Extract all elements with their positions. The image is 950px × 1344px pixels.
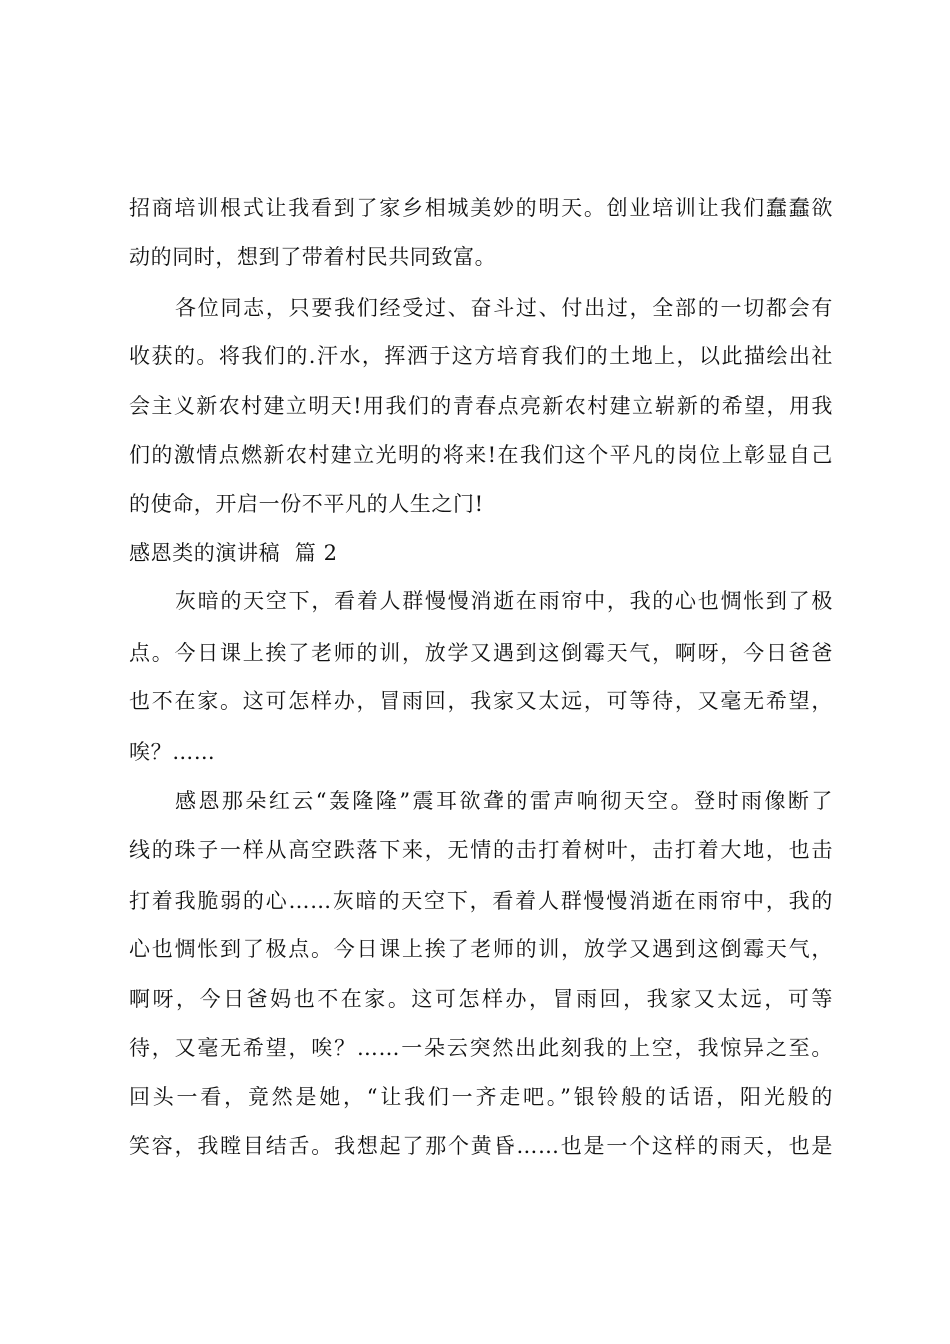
paragraph-4-line-8: 笑容，我瞠目结舌。我想起了那个黄昏……也是一个这样的雨天，也是 xyxy=(129,1134,833,1158)
paragraph-4-line-3: 打着我脆弱的心……灰暗的天空下，看着人群慢慢消逝在雨帘中，我的 xyxy=(129,889,833,913)
paragraph-4-line-5: 啊呀，今日爸妈也不在家。这可怎样办，冒雨回，我家又太远，可等 xyxy=(129,987,833,1011)
paragraph-4-line-6: 待，又毫无希望，唉？……一朵云突然出此刻我的上空，我惊异之至。 xyxy=(129,1036,833,1060)
paragraph-2-line-4: 们的激情点燃新农村建立光明的将来!在我们这个平凡的岗位上彰显自己 xyxy=(129,443,833,467)
paragraph-4-line-1: 感恩那朵红云“轰隆隆”震耳欲聋的雷声响彻天空。登时雨像断了 xyxy=(175,789,833,813)
paragraph-3-line-4: 唉？…… xyxy=(129,740,216,764)
paragraph-3-line-3: 也不在家。这可怎样办，冒雨回，我家又太远，可等待，又毫无希望， xyxy=(129,689,833,713)
paragraph-3-line-2: 点。今日课上挨了老师的训，放学又遇到这倒霉天气，啊呀，今日爸爸 xyxy=(129,641,833,665)
paragraph-2-line-1: 各位同志，只要我们经受过、奋斗过、付出过，全部的一切都会有 xyxy=(175,296,833,320)
paragraph-4-line-7: 回头一看，竟然是她，“让我们一齐走吧。”银铃般的话语，阳光般的 xyxy=(129,1085,833,1109)
paragraph-2-line-5: 的使命，开启一份不平凡的人生之门! xyxy=(129,492,484,516)
paragraph-1-line-2: 动的同时，想到了带着村民共同致富。 xyxy=(129,245,497,269)
section-heading: 感恩类的演讲稿 篇 2 xyxy=(129,541,338,565)
paragraph-4-line-4: 心也惆怅到了极点。今日课上挨了老师的训，放学又遇到这倒霉天气， xyxy=(129,937,833,961)
paragraph-2-line-3: 会主义新农村建立明天!用我们的青春点亮新农村建立崭新的希望，用我 xyxy=(129,394,833,418)
paragraph-1-line-1: 招商培训根式让我看到了家乡相城美妙的明天。创业培训让我们蠢蠢欲 xyxy=(129,196,833,220)
paragraph-3-line-1: 灰暗的天空下，看着人群慢慢消逝在雨帘中，我的心也惆怅到了极 xyxy=(175,589,833,613)
paragraph-2-line-2: 收获的。将我们的.汗水，挥洒于这方培育我们的土地上，以此描绘出社 xyxy=(129,344,833,368)
paragraph-4-line-2: 线的珠子一样从高空跌落下来，无情的击打着树叶，击打着大地，也击 xyxy=(129,838,833,862)
